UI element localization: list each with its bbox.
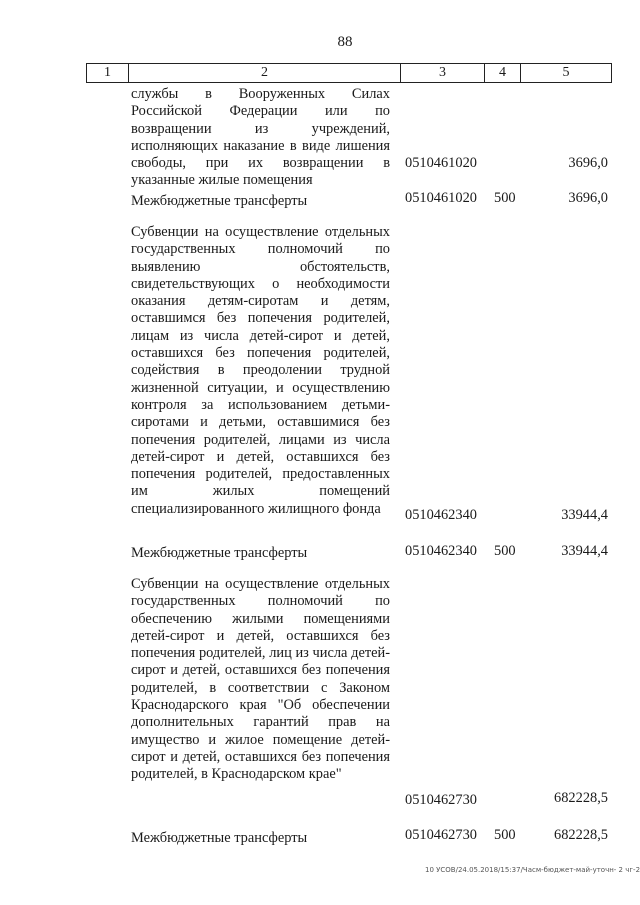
row-description: Межбюджетные трансферты [131,830,308,846]
row-code: 0510461020 [405,190,477,206]
header-col-2: 2 [129,64,401,82]
row-description: Межбюджетные трансферты [131,193,308,209]
row-code: 0510462340 [405,507,477,523]
header-col-5: 5 [562,65,570,80]
table-header [86,63,612,83]
row-amount: 3696,0 [568,155,608,171]
row-description: Субвенции на осуществление отдельных государственных полномочий по выявлению обстоятельств, свидетельствующих о необходимости оказания детям-сиротам и детям, оставшимся без попечения родителей, лицам из числа детей-сирот и детей, оставшихся без попечения родителей, содействия в преодолении трудной жизненной ситуации, и осуществлению контроля за использованием детьми-сиротами и детьми, оставшимися без попечения родителей, лицами из числа детей-сирот и детей, оставшихся без попечения родителей, предоставленных им жилых помещений специализированного жилищного фонда [131,224,390,517]
header-col-3: 3 [401,64,485,82]
row-amount: 3696,0 [568,190,608,206]
header-col-4: 4 [485,64,521,82]
row-type: 500 [494,190,516,206]
page-number: 88 [337,34,353,50]
row-type: 500 [494,827,516,843]
row-amount: 682228,5 [554,827,608,843]
row-amount: 682228,5 [554,790,608,806]
row-code: 0510462730 [405,827,477,843]
footer-stamp: 10 УСОВ/24.05.2018/15:37/Часм-бюджет-май-уточн- 2 чг-2 [425,866,640,874]
row-amount: 33944,4 [561,507,608,523]
row-type: 500 [494,543,516,559]
row-code: 0510461020 [405,155,477,171]
row-code: 0510462340 [405,543,477,559]
row-description: службы в Вооруженных Силах Российской Федерации или по возвращении из учреждений, исполняющих наказание в виде лишения свободы, при их возвращении в указанные жилые помещения [131,86,390,189]
row-code: 0510462730 [405,792,477,808]
row-description: Межбюджетные трансферты [131,545,308,561]
header-col-1: 1 [87,64,129,82]
row-description: Субвенции на осуществление отдельных государственных полномочий по обеспечению жилыми помещениями детей-сирот и детей, оставшихся без попечения родителей, лиц из числа детей-сирот и детей, оставшихся без попечения родителей, в соответствии с Законом Краснодарского края "Об обеспечении дополнительных гарантий прав на имущество и жилое помещение детей-сирот и детей, оставшихся без попечения родителей, в Краснодарском крае" [131,576,390,783]
row-amount: 33944,4 [561,543,608,559]
